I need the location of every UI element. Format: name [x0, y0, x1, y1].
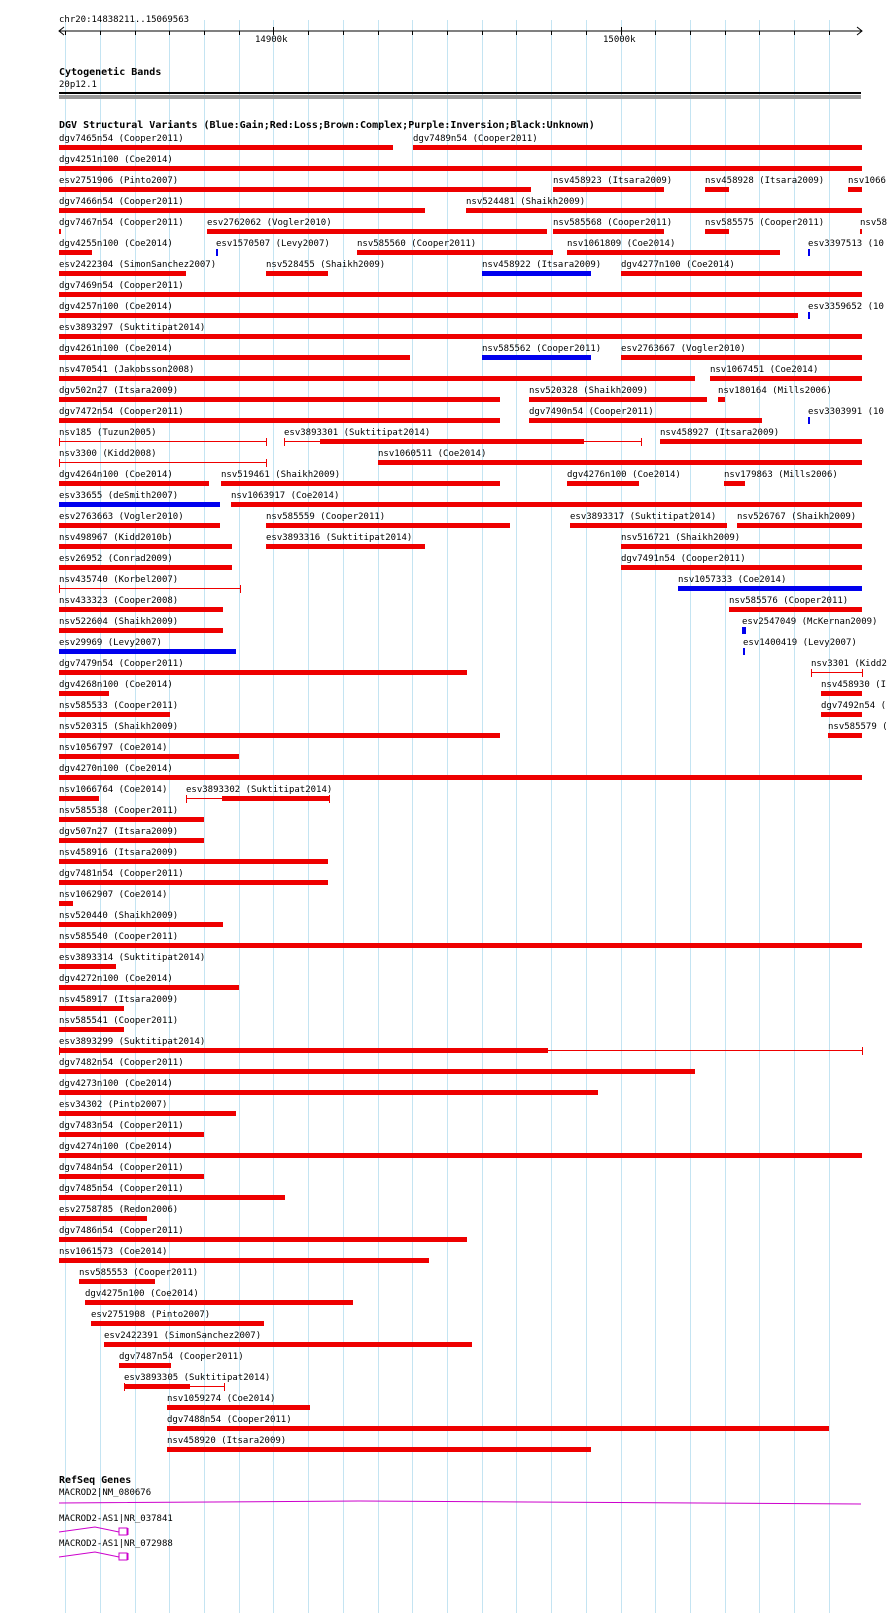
grid-line: [621, 20, 622, 1613]
sv-label[interactable]: esv3893297 (Suktitipat2014): [59, 323, 206, 333]
sv-label[interactable]: dgv7492n54 (: [821, 701, 887, 711]
sv-feature-bar[interactable]: [466, 208, 862, 213]
grid-line: [482, 20, 483, 1613]
sv-feature-bar[interactable]: [124, 1384, 190, 1389]
sv-feature-bar[interactable]: [59, 1027, 124, 1032]
sv-label[interactable]: nsv433323 (Cooper2008): [59, 596, 179, 606]
sv-feature-cap: [186, 795, 187, 803]
grid-line: [308, 20, 309, 1613]
sv-feature-bar[interactable]: [59, 922, 223, 927]
sv-label[interactable]: nsv585541 (Cooper2011): [59, 1016, 179, 1026]
sv-feature-bar[interactable]: [59, 1111, 236, 1116]
sv-label[interactable]: dgv4257n100 (Coe2014): [59, 302, 173, 312]
sv-label[interactable]: esv29969 (Levy2007): [59, 638, 162, 648]
sv-label[interactable]: dgv7491n54 (Cooper2011): [621, 554, 746, 564]
cytoband-bar-top: [59, 92, 861, 94]
sv-label[interactable]: nsv1067451 (Coe2014): [710, 365, 819, 375]
sv-feature-cap: [284, 438, 285, 446]
sv-feature-bar[interactable]: [231, 502, 862, 507]
sv-feature-bar[interactable]: [821, 712, 862, 717]
sv-feature-bar[interactable]: [59, 670, 467, 675]
sv-label[interactable]: nsv585559 (Cooper2011): [266, 512, 386, 522]
sv-label[interactable]: nsv585533 (Cooper2011): [59, 701, 179, 711]
cytoband-bar: [59, 95, 861, 99]
sv-label[interactable]: nsv520440 (Shaikh2009): [59, 911, 179, 921]
sv-feature-bar[interactable]: [529, 418, 762, 423]
sv-label[interactable]: nsv58: [860, 218, 888, 228]
sv-label[interactable]: esv3303991 (10: [808, 407, 884, 417]
sv-label[interactable]: nsv1062907 (Coe2014): [59, 890, 168, 900]
sv-label[interactable]: nsv458930 (I: [821, 680, 887, 690]
sv-feature-bar[interactable]: [221, 481, 500, 486]
sv-feature-bar[interactable]: [529, 397, 707, 402]
grid-line: [343, 20, 344, 1613]
sv-feature-bar[interactable]: [79, 1279, 155, 1284]
sv-label[interactable]: nsv1061573 (Coe2014): [59, 1247, 168, 1257]
sv-feature-bar[interactable]: [167, 1405, 310, 1410]
sv-feature-bar[interactable]: [808, 312, 810, 319]
sv-feature-bar[interactable]: [621, 271, 862, 276]
sv-label[interactable]: esv26952 (Conrad2009): [59, 554, 173, 564]
sv-label[interactable]: esv34302 (Pinto2007): [59, 1100, 168, 1110]
sv-feature-bar[interactable]: [570, 523, 727, 528]
sv-feature-bar[interactable]: [59, 334, 862, 339]
sv-feature-bar[interactable]: [59, 418, 500, 423]
sv-label[interactable]: dgv7466n54 (Cooper2011): [59, 197, 184, 207]
sv-feature-bar[interactable]: [59, 376, 695, 381]
sv-label[interactable]: nsv526767 (Shaikh2009): [737, 512, 857, 522]
sv-label[interactable]: nsv522604 (Shaikh2009): [59, 617, 179, 627]
sv-feature-bar[interactable]: [621, 355, 862, 360]
sv-feature-bar[interactable]: [357, 250, 553, 255]
sv-feature-bar[interactable]: [167, 1426, 829, 1431]
ruler: [0, 26, 890, 48]
sv-feature-bar[interactable]: [222, 796, 329, 801]
sv-feature-bar[interactable]: [59, 250, 92, 255]
sv-feature-bar[interactable]: [59, 1153, 862, 1158]
sv-feature-bar[interactable]: [59, 208, 425, 213]
sv-label[interactable]: nsv524481 (Shaikh2009): [466, 197, 586, 207]
sv-label[interactable]: esv2763663 (Vogler2010): [59, 512, 184, 522]
sv-label[interactable]: nsv585560 (Cooper2011): [357, 239, 477, 249]
sv-label[interactable]: dgv7469n54 (Cooper2011): [59, 281, 184, 291]
sv-feature-bar[interactable]: [567, 250, 780, 255]
sv-label[interactable]: esv2763667 (Vogler2010): [621, 344, 746, 354]
sv-label[interactable]: nsv180164 (Mills2006): [718, 386, 832, 396]
sv-label[interactable]: dgv507n27 (Itsara2009): [59, 827, 179, 837]
sv-label[interactable]: esv2422304 (SimonSanchez2007): [59, 260, 217, 270]
sv-label[interactable]: nsv458927 (Itsara2009): [660, 428, 780, 438]
sv-feature-bar[interactable]: [59, 859, 328, 864]
sv-label[interactable]: dgv7481n54 (Cooper2011): [59, 869, 184, 879]
sv-feature-bar[interactable]: [59, 166, 862, 171]
sv-label[interactable]: nsv585575 (Cooper2011): [705, 218, 825, 228]
grid-line: [378, 20, 379, 1613]
sv-label[interactable]: dgv4272n100 (Coe2014): [59, 974, 173, 984]
sv-feature-bar[interactable]: [59, 901, 73, 906]
sv-feature-bar[interactable]: [742, 627, 746, 634]
sv-feature-bar[interactable]: [621, 544, 862, 549]
sv-label[interactable]: dgv4268n100 (Coe2014): [59, 680, 173, 690]
sv-label[interactable]: dgv4255n100 (Coe2014): [59, 239, 173, 249]
sv-feature-bar[interactable]: [59, 1174, 204, 1179]
sv-feature-bar[interactable]: [59, 229, 61, 234]
sv-label[interactable]: nsv1066: [848, 176, 886, 186]
cytoband-label: 20p12.1: [59, 80, 97, 90]
sv-feature-bar[interactable]: [119, 1363, 171, 1368]
sv-feature-bar[interactable]: [59, 817, 204, 822]
sv-label[interactable]: nsv516721 (Shaikh2009): [621, 533, 741, 543]
sv-label[interactable]: nsv585576 (Cooper2011): [729, 596, 849, 606]
sv-feature-bar[interactable]: [59, 1216, 147, 1221]
sv-feature-bar[interactable]: [660, 439, 862, 444]
sv-label[interactable]: esv3893305 (Suktitipat2014): [124, 1373, 271, 1383]
sv-label[interactable]: dgv4276n100 (Coe2014): [567, 470, 681, 480]
sv-label[interactable]: dgv4273n100 (Coe2014): [59, 1079, 173, 1089]
sv-feature-bar[interactable]: [167, 1447, 591, 1452]
cytoband-track-title: Cytogenetic Bands: [59, 67, 162, 78]
sv-feature-bar[interactable]: [729, 607, 862, 612]
sv-label[interactable]: nsv585579 (: [828, 722, 888, 732]
sv-label[interactable]: dgv7488n54 (Cooper2011): [167, 1415, 292, 1425]
sv-label[interactable]: dgv7479n54 (Cooper2011): [59, 659, 184, 669]
sv-feature-bar[interactable]: [59, 691, 109, 696]
sv-feature-bar[interactable]: [59, 880, 328, 885]
sv-feature-bar[interactable]: [216, 249, 218, 256]
sv-label[interactable]: dgv7487n54 (Cooper2011): [119, 1352, 244, 1362]
sv-label[interactable]: dgv4277n100 (Coe2014): [621, 260, 735, 270]
sv-label[interactable]: esv1570507 (Levy2007): [216, 239, 330, 249]
sv-feature-bar[interactable]: [59, 523, 220, 528]
gene-model-macrod2-as1-b[interactable]: [59, 1549, 139, 1563]
sv-label[interactable]: esv2751906 (Pinto2007): [59, 176, 179, 186]
sv-label[interactable]: nsv458916 (Itsara2009): [59, 848, 179, 858]
grid-line: [725, 20, 726, 1613]
sv-label[interactable]: dgv7490n54 (Cooper2011): [529, 407, 654, 417]
gene-label-macrod2-as1-a[interactable]: MACROD2-AS1|NR_037841: [59, 1514, 173, 1524]
sv-label[interactable]: esv2422391 (SimonSanchez2007): [104, 1331, 262, 1341]
sv-feature-bar[interactable]: [482, 271, 591, 276]
sv-label[interactable]: dgv4270n100 (Coe2014): [59, 764, 173, 774]
sv-label[interactable]: nsv458922 (Itsara2009): [482, 260, 602, 270]
sv-feature-bar[interactable]: [413, 145, 862, 150]
sv-feature-bar[interactable]: [737, 523, 862, 528]
sv-label[interactable]: nsv520315 (Shaikh2009): [59, 722, 179, 732]
sv-feature-bar[interactable]: [59, 985, 239, 990]
sv-feature-bar[interactable]: [104, 1342, 472, 1347]
sv-feature-bar[interactable]: [207, 229, 547, 234]
sv-label[interactable]: dgv7483n54 (Cooper2011): [59, 1121, 184, 1131]
sv-label[interactable]: dgv4274n100 (Coe2014): [59, 1142, 173, 1152]
grid-line: [794, 20, 795, 1613]
sv-label[interactable]: esv33655 (deSmith2007): [59, 491, 179, 501]
sv-feature-bar[interactable]: [59, 649, 236, 654]
sv-label[interactable]: nsv520328 (Shaikh2009): [529, 386, 649, 396]
sv-label[interactable]: nsv1059274 (Coe2014): [167, 1394, 276, 1404]
sv-feature-cap: [811, 669, 812, 677]
sv-feature-bar[interactable]: [59, 481, 209, 486]
gene-model-macrod2[interactable]: [59, 1497, 863, 1507]
grid-line: [759, 20, 760, 1613]
sv-feature-cap: [266, 459, 267, 467]
sv-feature-bar[interactable]: [266, 271, 328, 276]
sv-feature-bar[interactable]: [59, 544, 232, 549]
sv-feature-bar[interactable]: [59, 964, 116, 969]
sv-label[interactable]: dgv7465n54 (Cooper2011): [59, 134, 184, 144]
sv-label[interactable]: nsv1060511 (Coe2014): [378, 449, 487, 459]
sv-label[interactable]: nsv528455 (Shaikh2009): [266, 260, 386, 270]
sv-feature-bar[interactable]: [482, 355, 591, 360]
grid-line: [829, 20, 830, 1613]
sv-feature-bar[interactable]: [59, 1090, 598, 1095]
dgv-track-title: DGV Structural Variants (Blue:Gain;Red:Loss;Brown:Complex;Purple:Inversion;Black:Unknown): [59, 120, 595, 131]
sv-feature-bar[interactable]: [59, 1048, 548, 1053]
grid-line: [447, 20, 448, 1613]
sv-feature-cap: [862, 669, 863, 677]
sv-label[interactable]: dgv4264n100 (Coe2014): [59, 470, 173, 480]
gene-label-macrod2-as1-b[interactable]: MACROD2-AS1|NR_072988: [59, 1539, 173, 1549]
sv-feature-cap: [329, 795, 330, 803]
sv-label[interactable]: esv3359652 (10: [808, 302, 884, 312]
sv-feature-bar[interactable]: [320, 439, 584, 444]
sv-feature-bar[interactable]: [808, 417, 810, 424]
sv-label[interactable]: nsv585540 (Cooper2011): [59, 932, 179, 942]
sv-label[interactable]: esv3893314 (Suktitipat2014): [59, 953, 206, 963]
sv-feature-bar[interactable]: [59, 1069, 695, 1074]
sv-feature-bar[interactable]: [91, 1321, 264, 1326]
sv-label[interactable]: esv3893317 (Suktitipat2014): [570, 512, 717, 522]
sv-label[interactable]: dgv7486n54 (Cooper2011): [59, 1226, 184, 1236]
ruler-tick-label: 14900k: [255, 35, 288, 45]
sv-label[interactable]: nsv519461 (Shaikh2009): [221, 470, 341, 480]
sv-feature-cap: [862, 1047, 863, 1055]
sv-feature-cap: [641, 438, 642, 446]
sv-feature-bar[interactable]: [678, 586, 862, 591]
sv-feature-bar[interactable]: [743, 648, 745, 655]
sv-feature-bar[interactable]: [59, 838, 204, 843]
sv-feature-bar[interactable]: [85, 1300, 353, 1305]
sv-label[interactable]: esv2547049 (McKernan2009): [742, 617, 878, 627]
sv-feature-bar[interactable]: [59, 607, 223, 612]
sv-feature-bar[interactable]: [59, 733, 500, 738]
sv-label[interactable]: esv3397513 (10: [808, 239, 884, 249]
sv-label[interactable]: dgv7482n54 (Cooper2011): [59, 1058, 184, 1068]
sv-label[interactable]: dgv4261n100 (Coe2014): [59, 344, 173, 354]
grid-line: [551, 20, 552, 1613]
sv-label[interactable]: nsv585538 (Cooper2011): [59, 806, 179, 816]
sv-feature-line[interactable]: [59, 441, 266, 442]
sv-feature-bar[interactable]: [860, 229, 862, 234]
sv-feature-bar[interactable]: [59, 502, 220, 507]
sv-feature-bar[interactable]: [59, 1132, 204, 1137]
sv-label[interactable]: nsv1066764 (Coe2014): [59, 785, 168, 795]
sv-feature-bar[interactable]: [59, 1195, 285, 1200]
sv-feature-bar[interactable]: [266, 544, 425, 549]
refseq-track-title: RefSeq Genes: [59, 1475, 132, 1486]
sv-label[interactable]: nsv185 (Tuzun2005): [59, 428, 157, 438]
sv-label[interactable]: nsv1056797 (Coe2014): [59, 743, 168, 753]
gene-label-macrod2[interactable]: MACROD2|NM_080676: [59, 1488, 152, 1498]
sv-feature-bar[interactable]: [59, 712, 170, 717]
sv-feature-bar[interactable]: [59, 397, 500, 402]
sv-label[interactable]: dgv4275n100 (Coe2014): [85, 1289, 199, 1299]
sv-feature-bar[interactable]: [59, 775, 862, 780]
sv-label[interactable]: esv3893299 (Suktitipat2014): [59, 1037, 206, 1047]
sv-feature-bar[interactable]: [621, 565, 862, 570]
sv-feature-bar[interactable]: [59, 754, 239, 759]
sv-label[interactable]: nsv498967 (Kidd2010b): [59, 533, 173, 543]
sv-feature-bar[interactable]: [59, 355, 410, 360]
sv-label[interactable]: nsv3301 (Kidd2: [811, 659, 887, 669]
sv-label[interactable]: nsv458928 (Itsara2009): [705, 176, 825, 186]
sv-feature-cap: [59, 438, 60, 446]
sv-label[interactable]: nsv3300 (Kidd2008): [59, 449, 157, 459]
sv-feature-bar[interactable]: [59, 1006, 124, 1011]
sv-feature-bar[interactable]: [59, 145, 393, 150]
sv-feature-bar[interactable]: [724, 481, 745, 486]
sv-label[interactable]: nsv585568 (Cooper2011): [553, 218, 673, 228]
grid-line: [273, 20, 274, 1613]
grid-line: [690, 20, 691, 1613]
sv-feature-cap: [266, 438, 267, 446]
sv-feature-bar[interactable]: [848, 187, 862, 192]
location-label: chr20:14838211..15069563: [59, 15, 190, 25]
sv-feature-bar[interactable]: [378, 460, 862, 465]
sv-label[interactable]: nsv458920 (Itsara2009): [167, 1436, 287, 1446]
sv-feature-bar[interactable]: [59, 271, 186, 276]
sv-label[interactable]: esv3893316 (Suktitipat2014): [266, 533, 413, 543]
grid-line: [586, 20, 587, 1613]
sv-feature-bar[interactable]: [59, 565, 232, 570]
sv-label[interactable]: dgv4251n100 (Coe2014): [59, 155, 173, 165]
sv-feature-cap: [59, 585, 60, 593]
sv-label[interactable]: esv2758785 (Redon2006): [59, 1205, 179, 1215]
sv-feature-bar[interactable]: [553, 187, 664, 192]
sv-feature-cap: [59, 459, 60, 467]
sv-feature-cap: [224, 1383, 225, 1391]
sv-label[interactable]: nsv1061809 (Coe2014): [567, 239, 676, 249]
sv-feature-bar[interactable]: [59, 1237, 467, 1242]
sv-feature-line[interactable]: [811, 672, 862, 673]
sv-label[interactable]: dgv7484n54 (Cooper2011): [59, 1163, 184, 1173]
ruler-tick-label: 15000k: [603, 35, 636, 45]
sv-label[interactable]: dgv7467n54 (Cooper2011): [59, 218, 184, 228]
grid-line: [516, 20, 517, 1613]
sv-feature-bar[interactable]: [59, 292, 862, 297]
sv-feature-bar[interactable]: [266, 523, 510, 528]
sv-feature-bar[interactable]: [59, 187, 531, 192]
gene-model-macrod2-as1-a[interactable]: [59, 1524, 139, 1538]
sv-feature-bar[interactable]: [59, 628, 223, 633]
sv-feature-bar[interactable]: [59, 1258, 429, 1263]
sv-feature-cap: [240, 585, 241, 593]
sv-label[interactable]: dgv7485n54 (Cooper2011): [59, 1184, 184, 1194]
sv-feature-bar[interactable]: [718, 397, 725, 402]
sv-label[interactable]: esv3893301 (Suktitipat2014): [284, 428, 431, 438]
sv-feature-bar[interactable]: [567, 481, 639, 486]
sv-feature-bar[interactable]: [828, 733, 862, 738]
sv-label[interactable]: nsv585562 (Cooper2011): [482, 344, 602, 354]
sv-label[interactable]: dgv502n27 (Itsara2009): [59, 386, 179, 396]
sv-label[interactable]: esv1400419 (Levy2007): [743, 638, 857, 648]
sv-label[interactable]: esv3893302 (Suktitipat2014): [186, 785, 333, 795]
sv-label[interactable]: nsv179863 (Mills2006): [724, 470, 838, 480]
sv-label[interactable]: dgv7489n54 (Cooper2011): [413, 134, 538, 144]
grid-line: [655, 20, 656, 1613]
sv-feature-bar[interactable]: [59, 943, 862, 948]
sv-label[interactable]: nsv470541 (Jakobsson2008): [59, 365, 195, 375]
sv-feature-bar[interactable]: [705, 229, 729, 234]
sv-feature-line[interactable]: [59, 462, 266, 463]
sv-feature-bar[interactable]: [710, 376, 862, 381]
sv-label[interactable]: nsv1057333 (Coe2014): [678, 575, 787, 585]
sv-feature-line[interactable]: [59, 588, 240, 589]
sv-label[interactable]: dgv7472n54 (Cooper2011): [59, 407, 184, 417]
sv-feature-bar[interactable]: [59, 796, 99, 801]
sv-label[interactable]: nsv458923 (Itsara2009): [553, 176, 673, 186]
sv-label[interactable]: nsv585553 (Cooper2011): [79, 1268, 199, 1278]
sv-feature-bar[interactable]: [808, 249, 810, 256]
sv-label[interactable]: esv2762062 (Vogler2010): [207, 218, 332, 228]
sv-feature-bar[interactable]: [705, 187, 729, 192]
sv-label[interactable]: nsv435740 (Korbel2007): [59, 575, 179, 585]
grid-line: [412, 20, 413, 1613]
sv-label[interactable]: nsv1063917 (Coe2014): [231, 491, 340, 501]
sv-feature-bar[interactable]: [821, 691, 862, 696]
sv-feature-bar[interactable]: [59, 313, 798, 318]
sv-label[interactable]: esv2751908 (Pinto2007): [91, 1310, 211, 1320]
sv-label[interactable]: nsv458917 (Itsara2009): [59, 995, 179, 1005]
sv-feature-bar[interactable]: [553, 229, 664, 234]
